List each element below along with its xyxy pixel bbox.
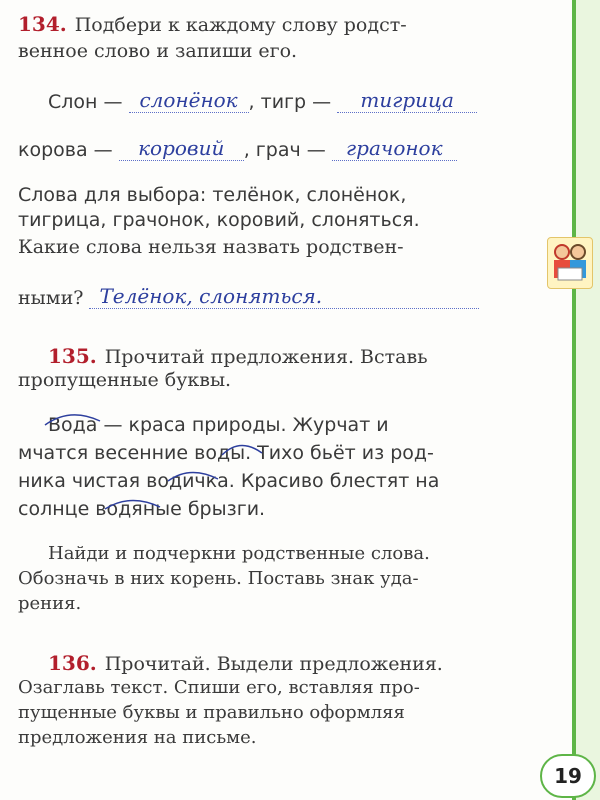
ex134-number: 134. [18,12,67,36]
ex134-question-2-text: ными? [18,287,84,309]
answer-3: коровий [138,136,225,160]
ex134-instr-line1 [18,12,407,36]
margin-line [572,0,576,800]
ex134-choices-1: Слова для выбора: телёнок, слонёнок, [18,184,407,206]
answer-2: тигрица [360,88,454,112]
ex134-row2 [18,136,457,161]
answer-blank-5 [89,284,479,309]
ex136-instr-line4: предложения на письме. [18,727,257,748]
ex136-number: 136. [48,651,97,675]
answer-blank-4 [332,136,457,161]
handwritten-root-marks [0,395,520,515]
ex136-instr-line2: Озаглавь текст. Спиши его, вставляя про- [18,677,420,698]
ex135-text-2: мчатся весенние воды. Тихо бьёт из род- [18,442,434,464]
word-grach: , грач — [243,139,326,161]
ex135-text-3: ника чистая водичка. Красиво блестят на [18,470,440,492]
word-slon: Слон — [48,91,123,113]
ex135-task-2: Обозначь в них корень. Поставь знак уда- [18,568,419,589]
ex135-instr-line1 [48,344,428,368]
ex134-question-1: Какие слова нельзя назвать родствен- [18,236,404,258]
ex135-task-3: рения. [18,593,82,614]
ex136-instr-line1 [48,651,443,675]
word-korova: корова — [18,139,113,161]
ex136-instr-line3: пущенные буквы и правильно оформляя [18,702,405,723]
ex135-text-1: Вода — краса природы. Журчат и [48,414,389,436]
page-margin [576,0,600,800]
answer-4: грачонок [346,136,443,160]
answer-5: Телёнок, слоняться. [99,284,323,308]
ex135-number: 135. [48,344,97,368]
ex136-instruction-1: Прочитай. Выдели предложения. [104,653,443,675]
ex134-instr-line2: венное слово и запиши его. [18,40,298,62]
ex135-text-4: солнце водяные брызги. [18,498,266,520]
ex134-row1 [48,88,477,113]
ex134-question-2 [18,284,479,309]
ex135-instr-line2: пропущенные буквы. [18,369,232,391]
word-tigr: , тигр — [248,91,332,113]
ex135-instruction-1: Прочитай предложения. Вставь [104,346,428,368]
answer-blank-1 [129,88,249,113]
ex134-instruction-1: Подбери к каждому слову родст- [74,14,407,36]
answer-blank-2 [337,88,477,113]
answer-blank-3 [119,136,244,161]
answer-1: слонёнок [139,88,238,112]
ex134-choices-2: тигрица, грачонок, коровий, слоняться. [18,209,420,231]
page-number: 19 [540,754,596,798]
children-reading-icon [547,237,593,289]
ex135-task-1: Найди и подчеркни родственные слова. [48,543,430,564]
